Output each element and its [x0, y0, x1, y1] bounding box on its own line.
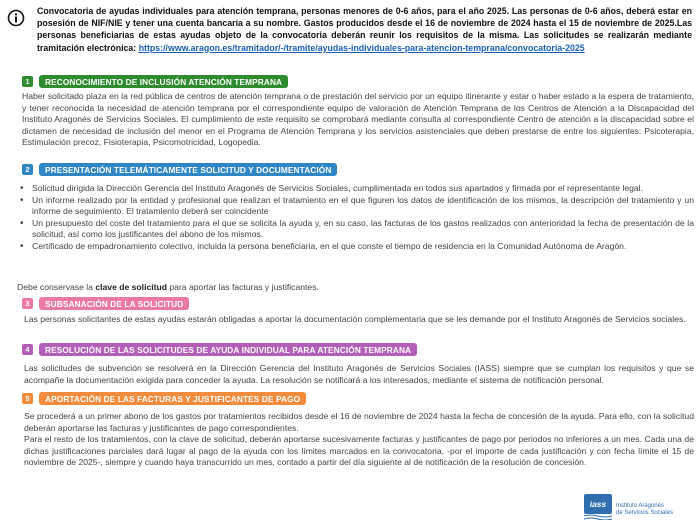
section-5-number: 5 [22, 393, 33, 404]
section-2-requirements-list [18, 183, 694, 253]
list-item: • Un presupuesto del coste del tratamiento para el que se solicita la ayuda y, en su caso, las facturas de los gastos realizados con anterioridad la fecha de presentación de la solicitud, así como los justificantes del abono de los mismos. [18, 218, 694, 241]
logo-line-2: de Servicios Sociales [616, 510, 674, 516]
section-4-title: RESOLUCIÓN DE LAS SOLICITUDES DE AYUDA INDIVIDUAL PARA ATENCIÓN TEMPRANA [39, 343, 417, 356]
section-5-paragraph-1: Se procederá a un primer abono de los gastos por tratamientos recibidos desde el 16 de noviembre de 2024 hasta la fecha de concesión de la ayuda. Para ello, con la solicitud deberán aportarse las facturas y justificantes de pago correspondientes. [24, 411, 694, 433]
section-1-body: Haber solicitado plaza en la red pública de centros de atención temprana o de prestación del servicio por un equipo itinerante y estar o haber estado a la espera de tratamiento, y tener reconocida la necesidad de atención temprana por el correspondiente equipo de valoración de Atención Temprana de los Centros de Atención a la Discapacidad del Instituto Aragonés de Servicios Sociales. El cumplimiento de este requisito se comprobará mediante consulta al correspondiente Centro de atención a la discapacidad sobre el dictamen de necesidad de inclusión del menor en el Programa de Atención Temprana y los servicios asistenciales que deben prestarse de entre los siguientes: Psicoterapia, Estimulación precoz, Fisioterapia, Psicomotricidad, Logopedia. [22, 91, 694, 148]
note-text-after: para aportar las facturas y justificantes. [167, 282, 319, 292]
section-1-number: 1 [22, 76, 33, 87]
section-3-header [22, 297, 189, 310]
iass-logo-icon: iass [584, 494, 612, 514]
list-item: • Solicitud dirigida la Dirección Gerencia del Instituto Aragonés de Servicios Sociales, cumplimentada en todos sus apartados y firmada por el representante legal. [18, 183, 694, 195]
section-4-number: 4 [22, 344, 33, 355]
info-circle-icon [7, 9, 25, 27]
tramitador-link[interactable]: https://www.aragon.es/tramitador/-/tramite/ayudas-individuales-para-atencion-temprana/convocatoria-2025 [138, 42, 585, 53]
section-5-paragraph-2: Para el resto de los tratamientos, con la clave de solicitud, deberán aportarse sucesivamente facturas y justificantes de pago por periodos no inferiores a un mes. Cada una de dichas justificaciones parciales dará lugar al pago de la ayuda con los límites marcados en la convocatoria, -por el importe de cada justificación y con fecha límite el 15 de noviembre de 2025-, siempre y cuando haya transcurrido un mes, contado a partir del día siguiente al de notificación de la resolución de concesión. [24, 434, 694, 468]
section-2-header [22, 163, 337, 176]
note-bold-text: clave de solicitud [95, 282, 167, 292]
section-1-title: RECONOCIMIENTO DE INCLUSIÓN ATENCIÓN TEMPRANA [39, 75, 288, 88]
section-3-number: 3 [22, 298, 33, 309]
logo-line-1: Instituto Aragonés [616, 503, 665, 509]
section-2-note [17, 282, 689, 294]
section-5-body [24, 411, 694, 469]
section-4-body: Las solicitudes de subvención se resolverá en la Dirección Gerencia del Instituto Aragonés de Servicios Sociales (IASS) siempre que se cumplan los requisitos y que se acompañe la documentación exigida para conceder la ayuda. La resolución se notificará a los interesados, mediante el sistema de notificación personal. [24, 363, 694, 385]
logo-text [616, 503, 673, 517]
list-item: • Un informe realizado por la entidad y profesional que realizan el tratamiento en el que figuren los datos de identificación de los mismos, la descripción del tratamiento y un informe de seguimiento. El tratamiento deberá ser coincidente [18, 195, 694, 218]
section-2-title: PRESENTACIÓN TELEMÁTICAMENTE SOLICITUD Y DOCUMENTACIÓN [39, 163, 337, 176]
intro-body: Convocatoria de ayudas individuales para atención temprana, personas menores de 0-6 años, para el año 2025. Las personas de 0-6 años, deberá estar en posesión de NIF/NIE y tener una cuenta bancaria a su nombre. Gastos producidos desde el 16 de noviembre de 2024 hasta el 15 de noviembre de 2025.Las personas beneficiarias de estas ayudas objeto de la convocatoria deberán reunir los requisitos de la misma. Las solicitudes se realizarán mediante tramitación electrónica: [37, 6, 692, 53]
iass-logo [584, 494, 694, 520]
intro-text [37, 5, 692, 54]
section-3-body: Las personas solicitantes de estas ayudas estarán obligadas a aportar la documentación complementaria que se les demande por el Instituto Aragonés de Servicios sociales. [24, 314, 686, 324]
note-text-before: Debe conservase la [17, 282, 96, 292]
section-5-header [22, 392, 306, 405]
section-3-title: SUBSANACIÓN DE LA SOLICITUD [39, 297, 189, 310]
section-4-header [22, 343, 417, 356]
logo-waves-icon [584, 514, 612, 520]
section-2-number: 2 [22, 164, 33, 175]
section-5-title: APORTACIÓN DE LAS FACTURAS Y JUSTIFICANTES DE PAGO [39, 392, 306, 405]
section-1-header [22, 75, 288, 88]
list-item: • Certificado de empadronamiento colectivo, incluida la persona beneficiaria, en el que conste el tiempo de residencia en la Comunidad Autónoma de Aragón. [18, 241, 694, 253]
